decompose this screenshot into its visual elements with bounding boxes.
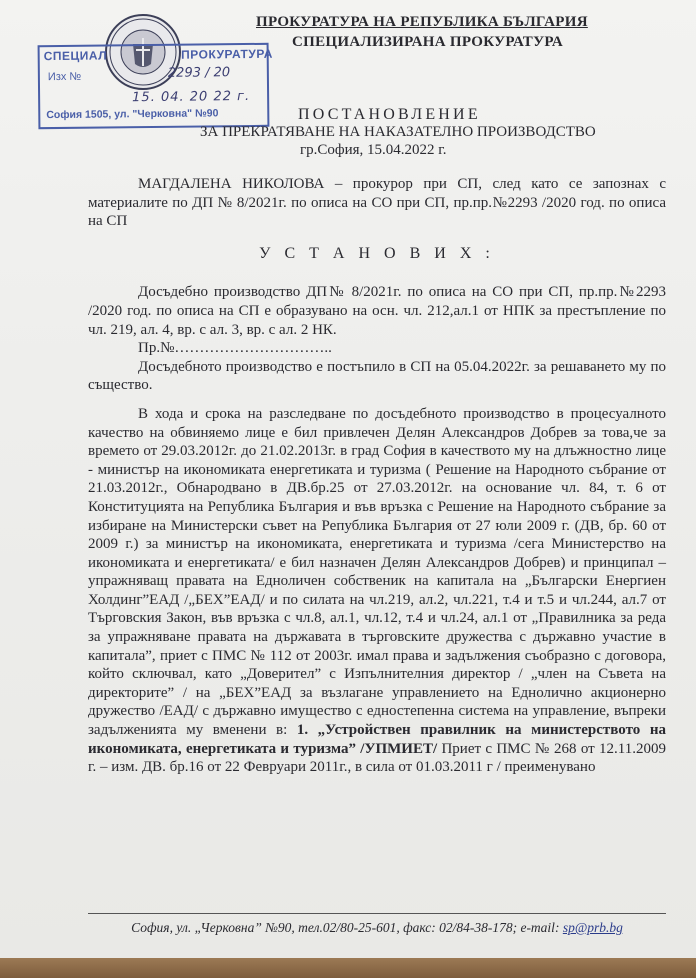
footer-email: sp@prb.bg <box>562 920 623 935</box>
stamp-header: СПЕЦИАЛ ПРОКУРАТУРА <box>43 46 273 64</box>
bold-regulation-ref: 1. „Устройствен правилник на министерството на икономиката, енергетиката и туризма” /УПМИЕТ/ <box>88 722 666 757</box>
paragraph-case: Досъдебно производство ДП№ 8/2021г. по описа на СО при СП, пр.пр.№2293 /2020 год. по описа на СП е образувано на осн. чл. 212,ал.1 от НПК за престъпление по чл. 219, ал. 4, вр. с ал. 3, вр. с ал. 2 НК. <box>88 284 666 338</box>
department-name: СПЕЦИАЛИЗИРАНА ПРОКУРАТУРА <box>292 34 564 50</box>
footer-divider <box>88 913 666 914</box>
document-subtitle: ЗА ПРЕКРАТЯВАНЕ НА НАКАЗАТЕЛНО ПРОИЗВОДСТВО <box>200 124 596 140</box>
place-date: гр.София, 15.04.2022 г. <box>300 142 447 158</box>
registration-stamp <box>38 43 273 129</box>
paragraph-received: Досъдебното производство е постъпило в СП на 05.04.2022г. за решаването му по същество. <box>88 358 666 394</box>
paragraph-pr-number: Пр.№………………………….. <box>138 340 332 357</box>
institution-name: ПРОКУРАТУРА НА РЕПУБЛИКА БЪЛГАРИЯ <box>256 14 588 30</box>
intro-paragraph: МАГДАЛЕНА НИКОЛОВА – прокурор при СП, след като се запознах с материалите по ДП № 8/2021г. по описа на СО при СП, пр.пр.№2293 /2020 год. по описа на СП <box>88 176 666 230</box>
document-title: ПОСТАНОВЛЕНИЕ <box>298 106 481 123</box>
stamp-address: София 1505, ул. "Черковна" №90 <box>46 107 219 122</box>
footer-contact: София, ул. „Черковна” №90, тел.02/80-25-601, факс: 02/84-38-178; e-mail: sp@prb.bg <box>131 920 623 935</box>
paragraph-investigation: В хода и срока на разследване по досъдебното производство в процесуалното качество на обвиняемо лице е бил привлечен Делян Александров Добрев за това,че за времето от 29.03.2012г. до 21.02.2013г. в град София в качеството му на длъжностно лице - министър на икономиката енергетиката и туризма ( Решение на Народното събрание от 21.03.2012г., Обнародвано в ДВ.бр.25 от 27.03.2012г. на основание чл. 84, т. 6 от Конституцията на Република България и във връзка с Решение на Народното събрание за избиране на Министерски съвет на Република България от 27 юли 2009 г. (ДВ, бр. 60 от 2009 г.) за министър на икономиката, енергетиката и туризма /сега Министерство на икономиката и енергетиката/ е бил назначен Делян Александров Добрев) и принципал – упражняващ правата на Едноличен собственик на капитала на „Български Енергиен Холдинг”ЕАД /„БЕХ”ЕАД/ и по силата на чл.219, ал.2, чл.221, т.4 и т.5 и чл.244, ал.7 от Търговския Закон, във връзка с чл.8, ал.1, чл.12, т.4 и чл.24, ал.1 от „Правилника за реда за упражняване правата на държавата в търговските дружества с държавно участие в капитала”, приет с ПМС № 112 от 2003г. имал права и задължения съобразно с договора, който сключвал, като „Доверител” с Изпълнителния директор / „член на Съвета на директорите” / на „БЕХ”ЕАД за възлагане управлението на Еднолично акционерно дружество /ЕАД/ с държавно имущество с едностепенна система на управление, въпреки задълженията му вменени в: 1. „Устройствен правилник на министерството на икономиката, енергетиката и туризма” /УПМИЕТ/ Приет с ПМС № 268 от 12.11.2009 г. – изм. ДВ. бр.16 от 22 Февруари 2011г., в сила от 01.03.2011 г / преименувано <box>88 405 666 776</box>
stamp-ref-label: Изх № <box>47 70 82 84</box>
document-body <box>88 175 666 777</box>
section-heading: У С Т А Н О В И Х : <box>259 244 495 262</box>
stamp-date: 15. 04. 20 22 г. <box>132 88 251 106</box>
table-surface <box>0 958 696 978</box>
stamp-ref-number: 2293 / 20 <box>167 65 231 81</box>
